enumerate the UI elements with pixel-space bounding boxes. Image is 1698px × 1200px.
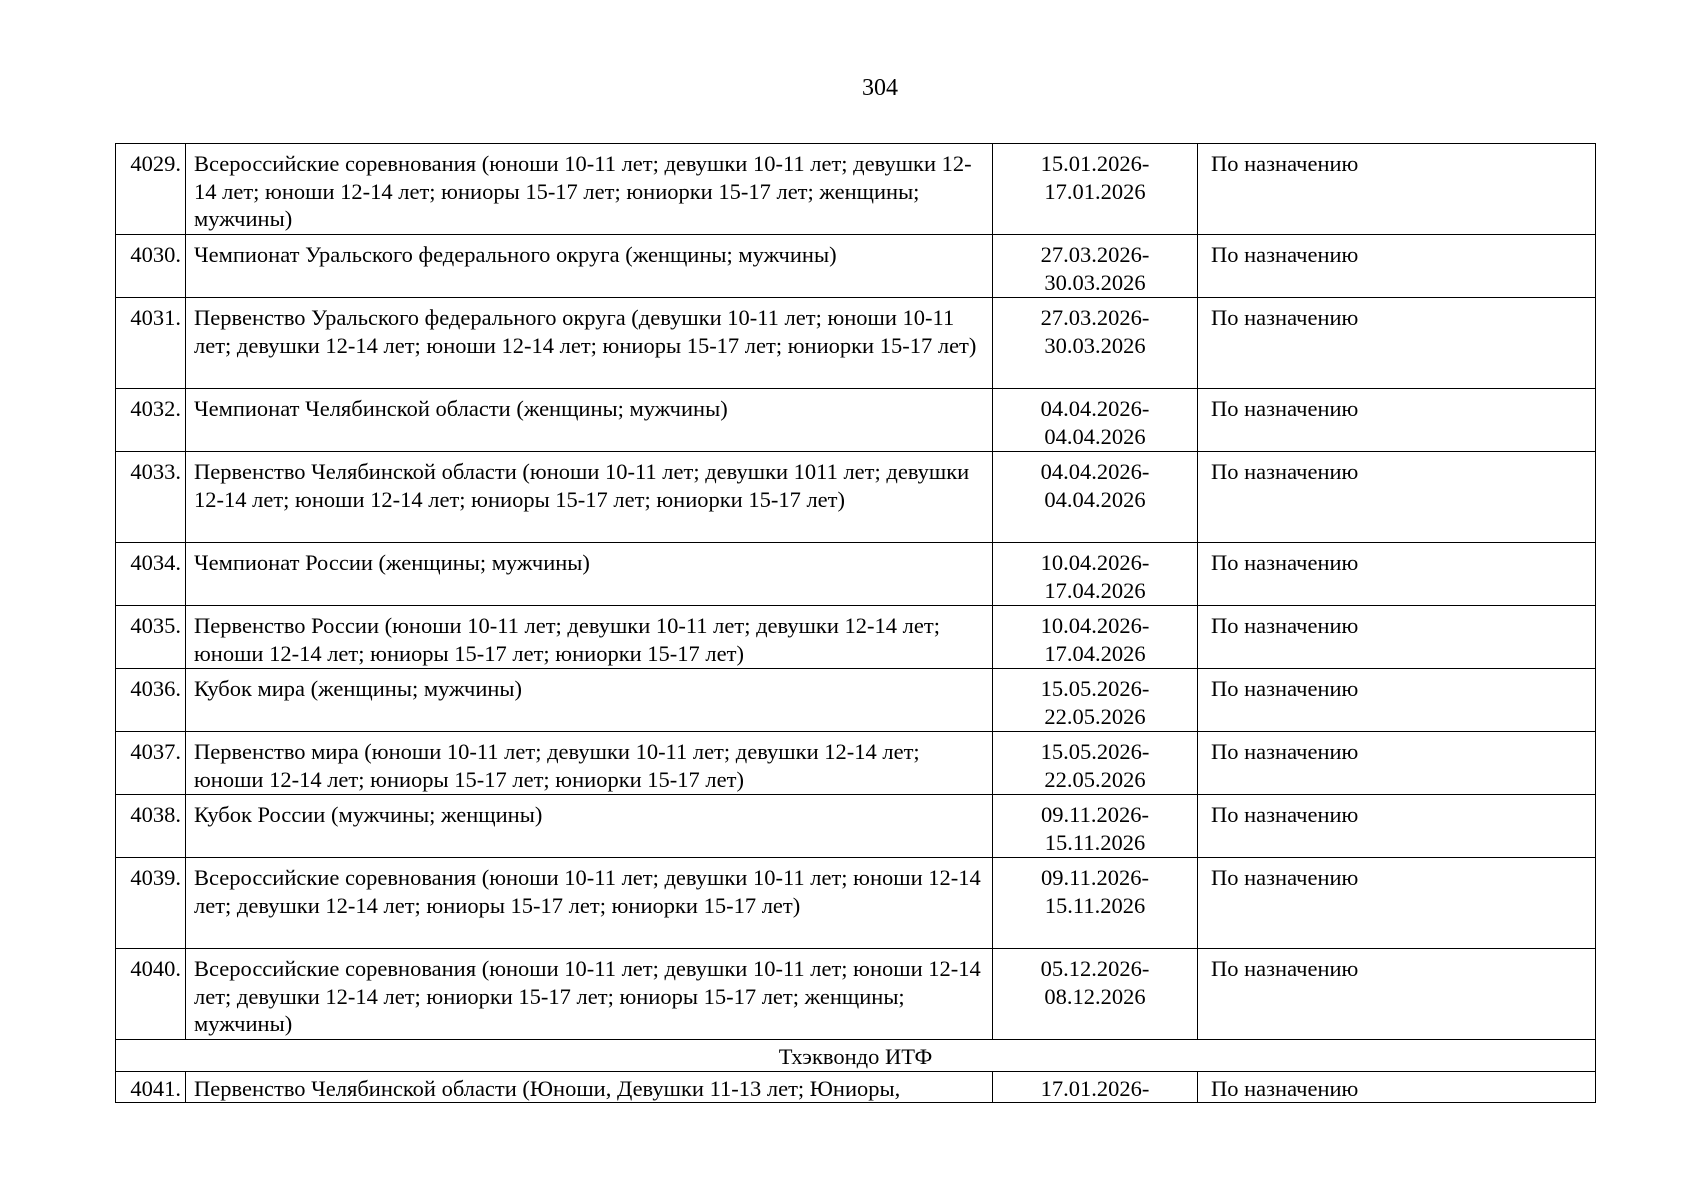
date-end: 17.01.2026 — [1044, 178, 1146, 204]
event-place: По назначению — [1198, 1071, 1596, 1103]
event-number: 4033. — [116, 452, 186, 543]
event-place: По назначению — [1198, 795, 1596, 858]
page-number: 304 — [862, 75, 898, 101]
event-place: По назначению — [1198, 235, 1596, 298]
table-row — [116, 795, 1596, 858]
event-dates — [993, 858, 1198, 949]
table-row — [116, 858, 1596, 949]
table-row — [116, 452, 1596, 543]
table-row — [116, 235, 1596, 298]
event-dates — [993, 543, 1198, 606]
table-row — [116, 298, 1596, 389]
event-name: Первенство России (юноши 10-11 лет; девушки 10-11 лет; девушки 12-14 лет; юноши 12-14 лет; юниоры 15-17 лет; юниорки 15-17 лет) — [186, 606, 993, 669]
date-start: 15.05.2026- — [1040, 676, 1150, 701]
date-end: 22.05.2026 — [1044, 766, 1146, 792]
date-end: 22.05.2026 — [1044, 703, 1146, 729]
event-name: Кубок мира (женщины; мужчины) — [186, 669, 993, 732]
date-start: 17.01.2026- — [1040, 1075, 1150, 1101]
event-name: Всероссийские соревнования (юноши 10-11 лет; девушки 10-11 лет; девушки 12-14 лет; юноши 12-14 лет; юниоры 15-17 лет; юниорки 15-17 лет; женщины; мужчины) — [186, 144, 993, 235]
date-start: 27.03.2026- — [1040, 305, 1150, 330]
event-name: Кубок России (мужчины; женщины) — [186, 795, 993, 858]
event-name: Чемпионат России (женщины; мужчины) — [186, 543, 993, 606]
event-place: По назначению — [1198, 732, 1596, 795]
date-end: 17.04.2026 — [1044, 640, 1146, 666]
table-row — [116, 389, 1596, 452]
date-end: 15.11.2026 — [1044, 829, 1146, 855]
event-dates — [993, 389, 1198, 452]
date-start: 09.11.2026- — [1041, 865, 1149, 890]
event-number: 4040. — [116, 949, 186, 1040]
event-dates — [993, 144, 1198, 235]
event-number: 4037. — [116, 732, 186, 795]
table-row — [116, 606, 1596, 669]
event-number: 4036. — [116, 669, 186, 732]
event-dates — [993, 452, 1198, 543]
event-name: Первенство мира (юноши 10-11 лет; девушки 10-11 лет; девушки 12-14 лет; юноши 12-14 лет; юниоры 15-17 лет; юниорки 15-17 лет) — [186, 732, 993, 795]
event-number: 4032. — [116, 389, 186, 452]
date-end: 17.04.2026 — [1044, 577, 1146, 603]
event-number: 4038. — [116, 795, 186, 858]
date-start: 04.04.2026- — [1040, 459, 1150, 484]
date-start: 04.04.2026- — [1040, 396, 1150, 421]
event-number: 4031. — [116, 298, 186, 389]
event-place: По назначению — [1198, 298, 1596, 389]
date-start: 15.01.2026- — [1040, 151, 1150, 176]
table-row — [116, 669, 1596, 732]
event-dates — [993, 949, 1198, 1040]
event-name: Всероссийские соревнования (юноши 10-11 лет; девушки 10-11 лет; юноши 12-14 лет; девушки 12-14 лет; юниорки 15-17 лет; юниоры 15-17 лет; женщины; мужчины) — [186, 949, 993, 1040]
event-number: 4041. — [116, 1071, 186, 1103]
date-end: 08.12.2026 — [1044, 983, 1146, 1009]
event-number: 4034. — [116, 543, 186, 606]
event-name: Первенство Уральского федерального округа (девушки 10-11 лет; юноши 10-11 лет; девушки 12-14 лет; юноши 12-14 лет; юниоры 15-17 лет; юниорки 15-17 лет) — [186, 298, 993, 389]
event-place: По назначению — [1198, 669, 1596, 732]
event-place: По назначению — [1198, 858, 1596, 949]
event-place: По назначению — [1198, 543, 1596, 606]
table-row — [116, 949, 1596, 1040]
event-dates — [993, 298, 1198, 389]
event-place: По назначению — [1198, 452, 1596, 543]
date-start: 05.12.2026- — [1040, 956, 1150, 981]
event-dates — [993, 235, 1198, 298]
event-name: Первенство Челябинской области (юноши 10-11 лет; девушки 1011 лет; девушки 12-14 лет; юноши 12-14 лет; юниоры 15-17 лет; юниорки 15-17 лет) — [186, 452, 993, 543]
event-place: По назначению — [1198, 606, 1596, 669]
date-end: 04.04.2026 — [1044, 486, 1146, 512]
event-number: 4035. — [116, 606, 186, 669]
event-number: 4039. — [116, 858, 186, 949]
date-end: 04.04.2026 — [1044, 423, 1146, 449]
event-dates — [993, 669, 1198, 732]
date-end: 15.11.2026 — [1044, 892, 1146, 918]
events-table — [115, 143, 1596, 1103]
event-place: По назначению — [1198, 949, 1596, 1040]
event-dates — [993, 1071, 1198, 1103]
event-name: Чемпионат Уральского федерального округа (женщины; мужчины) — [186, 235, 993, 298]
event-number: 4029. — [116, 144, 186, 235]
date-start: 10.04.2026- — [1040, 613, 1150, 638]
event-name: Первенство Челябинской области (Юноши, Девушки 11-13 лет; Юниоры, — [186, 1071, 993, 1103]
event-place: По назначению — [1198, 389, 1596, 452]
table-row — [116, 543, 1596, 606]
event-dates — [993, 732, 1198, 795]
table-row — [116, 1071, 1596, 1103]
event-name: Чемпионат Челябинской области (женщины; мужчины) — [186, 389, 993, 452]
table-row — [116, 732, 1596, 795]
event-place: По назначению — [1198, 144, 1596, 235]
date-start: 27.03.2026- — [1040, 242, 1150, 267]
date-end: 30.03.2026 — [1044, 332, 1146, 358]
section-title: Тхэквондо ИТФ — [116, 1040, 1596, 1072]
table-row — [116, 144, 1596, 235]
section-row — [116, 1040, 1596, 1072]
event-number: 4030. — [116, 235, 186, 298]
event-dates — [993, 795, 1198, 858]
date-end: 30.03.2026 — [1044, 269, 1146, 295]
event-name: Всероссийские соревнования (юноши 10-11 лет; девушки 10-11 лет; юноши 12-14 лет; девушки 12-14 лет; юниоры 15-17 лет; юниорки 15-17 лет) — [186, 858, 993, 949]
date-start: 15.05.2026- — [1040, 739, 1150, 764]
date-start: 09.11.2026- — [1041, 802, 1149, 827]
event-dates — [993, 606, 1198, 669]
date-start: 10.04.2026- — [1040, 550, 1150, 575]
